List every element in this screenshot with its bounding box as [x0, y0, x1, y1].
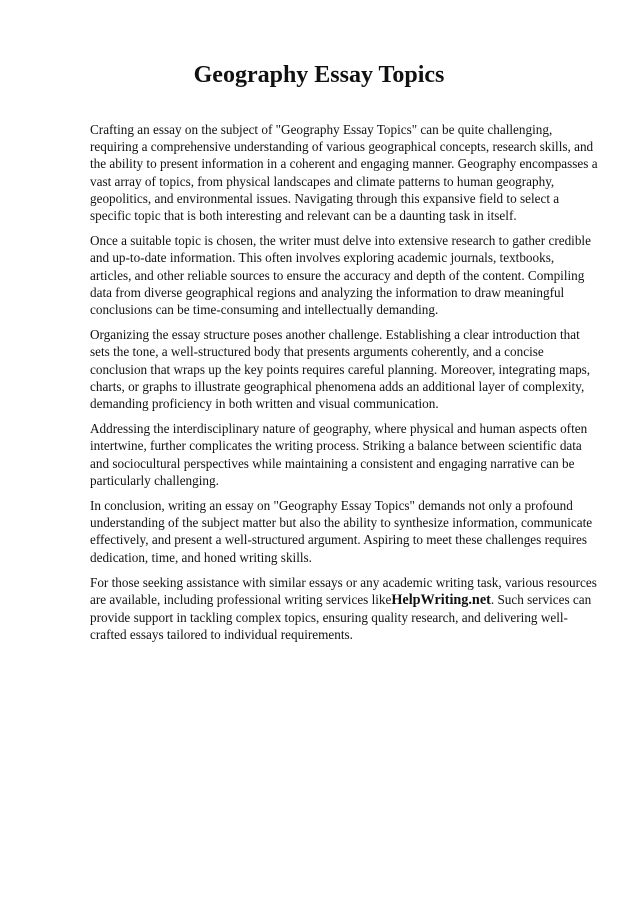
paragraph-intro: Crafting an essay on the subject of "Geography Essay Topics" can be quite challenging, requiring a comprehensive understanding of various geographical concepts, research skills, and the ability to present information in a coherent and engaging manner. Geography encompasses a vast array of topics, from physical landscapes and climate patterns to human geography, geopolitics, and environmental issues. Navigating through this expansive field to select a specific topic that is both interesting and relevant can be a daunting task in itself.: [90, 122, 598, 224]
assistance-text-after: . Such services can provide support in tackling complex topics, ensuring quality research, and delivering well-crafted essays tailored to individual requirements.: [90, 592, 592, 643]
assistance-text-before: For those seeking assistance with similar essays or any academic writing task, various resources are available, including professional writing services like: [90, 574, 597, 608]
page-title: Geography Essay Topics: [193, 62, 445, 88]
paragraph-assistance: [90, 574, 598, 644]
paragraph-structure: Organizing the essay structure poses another challenge. Establishing a clear introduction that sets the tone, a well-structured body that presents arguments coherently, and a concise conclusion that wraps up the key points requires careful planning. Moreover, integrating maps, charts, or graphs to illustrate geographical phenomena adds an additional layer of complexity, demanding proficiency in both written and visual communication.: [90, 327, 591, 412]
document-body: [90, 121, 598, 652]
paragraph-conclusion: In conclusion, writing an essay on "Geography Essay Topics" demands not only a profound understanding of the subject matter but also the ability to synthesize information, communicate effectively, and present a well-structured argument. Aspiring to meet these challenges requires dedication, time, and honed writing skills.: [90, 498, 593, 565]
paragraph-interdisciplinary: Addressing the interdisciplinary nature of geography, where physical and human aspects often intertwine, further complicates the writing process. Striking a balance between scientific data and sociocultural perspectives while maintaining a consistent and engaging narrative can be particularly challenging.: [90, 421, 588, 488]
brand-name: HelpWriting.net: [391, 592, 491, 609]
paragraph-research: Once a suitable topic is chosen, the writer must delve into extensive research to gather credible and up-to-date information. This often involves exploring academic journals, textbooks, articles, and other reliable sources to ensure the accuracy and depth of the content. Compiling data from diverse geographical regions and analyzing the information to draw meaningful conclusions can be time-consuming and intellectually demanding.: [90, 233, 591, 318]
